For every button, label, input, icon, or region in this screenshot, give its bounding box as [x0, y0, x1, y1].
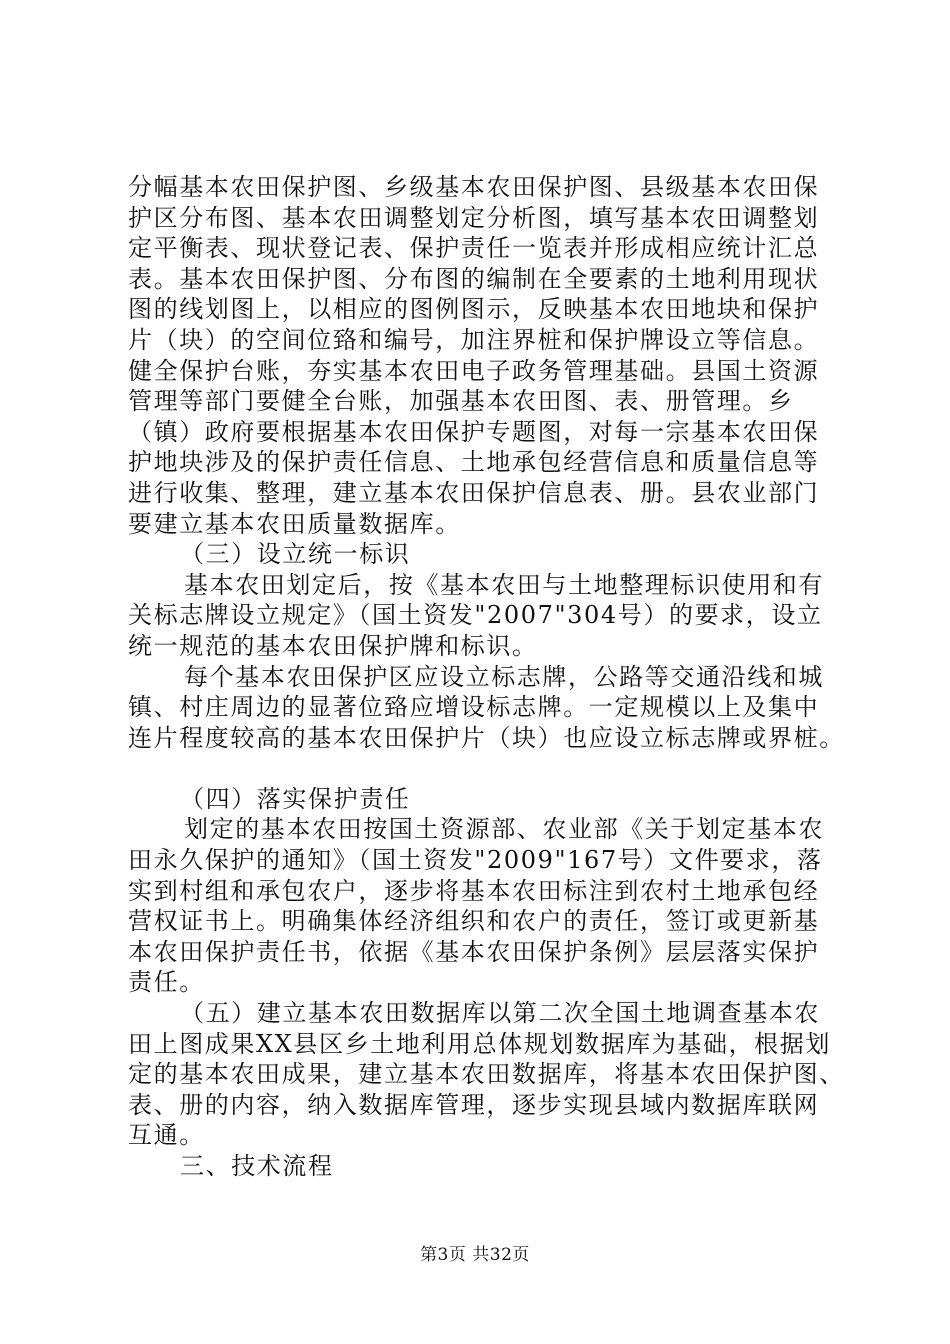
section-heading: （五）建立基本农田数据库以第二次全国土地调查基本农	[180, 999, 820, 1028]
blank-line	[128, 753, 828, 784]
text-line: 要建立基本农田质量数据库。	[128, 509, 461, 538]
text-line: 实到村组和承包农户，逐步将基本农田标注到农村土地承包经	[128, 876, 820, 905]
text-line: 基本农田划定后，按《基本农田与土地整理标识使用和有	[184, 570, 824, 599]
text-line: （镇）政府要根据基本农田保护专题图，对每一宗基本农田保	[128, 417, 820, 446]
text-line: 管理等部门要健全台账，加强基本农田图、表、册管理。乡	[128, 387, 794, 416]
text-line: 护地块涉及的保护责任信息、土地承包经营信息和质量信息等	[128, 448, 820, 477]
text-line: 护区分布图、基本农田调整划定分析图，填写基本农田调整划	[128, 203, 820, 232]
text-line: 分幅基本农田保护图、乡级基本农田保护图、县级基本农田保	[128, 173, 820, 201]
text-line: 表。基本农田保护图、分布图的编制在全要素的土地利用现状	[128, 264, 820, 293]
document-body	[128, 172, 845, 1182]
text-line: 连片程度较高的基本农田保护片（块）也应设立标志牌或界桩。	[128, 723, 845, 752]
text-line: 责任。	[128, 968, 205, 997]
text-line: 定平衡表、现状登记表、保护责任一览表并形成相应统计汇总	[128, 234, 820, 263]
text-line: 关标志牌设立规定》（国土资发"2007"304号）的要求，设立	[128, 601, 823, 630]
text-line: 统一规范的基本农田保护牌和标识。	[128, 631, 538, 660]
text-line: 每个基本农田保护区应设立标志牌，公路等交通沿线和城	[184, 662, 824, 691]
section-heading: 三、技术流程	[180, 1152, 334, 1180]
text-line: 图的线划图上，以相应的图例图示，反映基本农田地块和保护	[128, 295, 820, 324]
text-line: 营权证书上。明确集体经济组织和农户的责任，签订或更新基	[128, 907, 820, 936]
text-line: 片（块）的空间位臵和编号，加注界桩和保护牌设立等信息。	[128, 325, 820, 354]
text-line: 本农田保护责任书，依据《基本农田保护条例》层层落实保护	[128, 937, 820, 966]
text-line: 进行收集、整理，建立基本农田保护信息表、册。县农业部门	[128, 478, 820, 507]
text-line: 划定的基本农田按国土资源部、农业部《关于划定基本农	[184, 815, 824, 844]
section-heading: （三）设立统一标识	[180, 540, 411, 569]
text-line: 镇、村庄周边的显著位臵应增设标志牌。一定规模以上及集中	[128, 693, 820, 722]
text-line: 互通。	[128, 1121, 205, 1150]
section-heading: （四）落实保护责任	[180, 784, 411, 813]
text-line: 定的基本农田成果，建立基本农田数据库，将基本农田保护图、	[128, 1060, 845, 1089]
text-line: 田永久保护的通知》（国土资发"2009"167号）文件要求，落	[128, 846, 823, 875]
page-footer: 第3页 共32页	[420, 1245, 530, 1265]
text-line: 健全保护台账，夯实基本农田电子政务管理基础。县国土资源	[128, 356, 820, 385]
text-line: 田上图成果XX县区乡土地利用总体规划数据库为基础，根据划	[128, 1029, 831, 1058]
text-line: 表、册的内容，纳入数据库管理，逐步实现县域内数据库联网	[128, 1090, 820, 1119]
